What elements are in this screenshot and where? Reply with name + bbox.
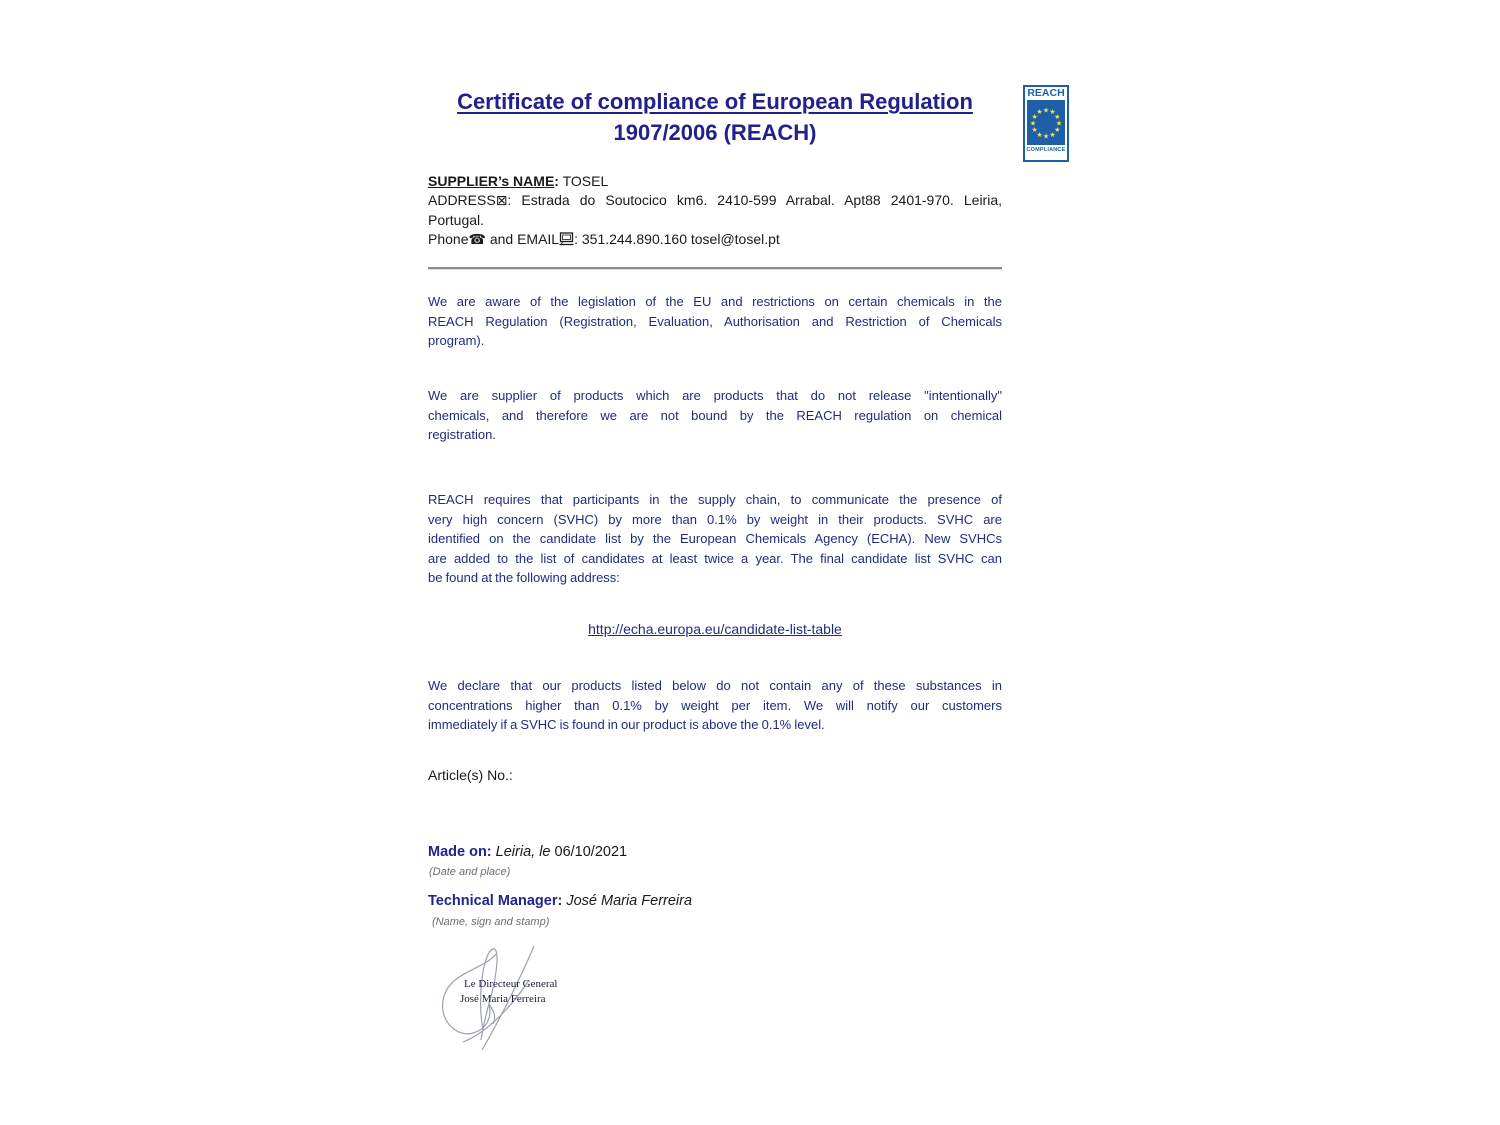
supplier-contact-line: Phone☎ and EMAIL : 351.244.890.160 tosel@tosel.pt: [428, 230, 1002, 251]
supplier-name-line: SUPPLIER’s NAME: TOSEL: [428, 173, 609, 189]
paragraph-supplier-statement: We are supplier of products which are products that do not release "intentionally" chemicals, and therefore we are not bound by the REACH regulation on chemical registration.: [428, 388, 1002, 442]
svg-text:★: ★: [1049, 130, 1056, 139]
svg-text:★: ★: [1054, 113, 1061, 121]
paragraph-declaration: We declare that our products listed below do not contain any of these substances in concentrations higher than 0.1% by weight per item. We will notify our customers immediately if a SVHC is found in our product is above the 0.1% level.: [428, 678, 1002, 732]
phone-icon: ☎: [468, 232, 486, 248]
title-line-1: Certificate of compliance of European Regulation: [457, 89, 973, 114]
supplier-block: [428, 172, 1002, 251]
document-title: [428, 86, 1002, 148]
eu-stars-icon: [1027, 100, 1065, 145]
date-place-note: (Date and place): [429, 866, 511, 878]
stamp-name: José Maria Ferreira: [460, 993, 546, 1005]
svg-text:★: ★: [1042, 132, 1050, 141]
supplier-address-line-2: Portugal.: [428, 212, 485, 228]
section-divider: [428, 267, 1002, 270]
supplier-name-value: TOSEL: [562, 173, 609, 189]
technical-manager-name: José Maria Ferreira: [566, 893, 693, 909]
title-line-2: 1907/2006 (REACH): [613, 120, 817, 145]
made-on-place: Leiria, le: [495, 844, 551, 860]
made-on-line: [428, 844, 627, 860]
envelope-icon: ⊠: [495, 193, 508, 209]
reach-compliance-logo: [1023, 85, 1069, 162]
paragraph-svhc-requirements: REACH requires that participants in the supply chain, to communicate the presence of very high concern (SVHC) by more than 0.1% by weight in their products. SVHC are identified on the candidate list by the European Chemicals Agency (ECHA). New SVHCs are added to the list of candidates at least twice a year. The final candidate list SVHC can be found at the following address:: [428, 492, 1002, 585]
svg-text:★: ★: [1029, 119, 1037, 128]
supplier-name-label: SUPPLIER’s NAME: [428, 173, 555, 189]
stamp-title: Le Directeur General: [464, 978, 558, 990]
candidate-list-link[interactable]: http://echa.europa.eu/candidate-list-table: [588, 621, 842, 637]
email-value: tosel@tosel.pt: [690, 231, 780, 247]
document-page: [428, 0, 1002, 1125]
made-on-label: Made on:: [428, 844, 492, 860]
made-on-date: 06/10/2021: [554, 844, 628, 860]
signature-area: [433, 940, 593, 1060]
candidate-list-link-line: [428, 621, 1002, 639]
technical-manager-line: [428, 893, 692, 909]
svg-text:★: ★: [1031, 126, 1038, 134]
svg-text:★: ★: [1042, 106, 1050, 115]
address-value: Estrada do Soutocico km6. 2410-599 Arrabal. Apt88 2401-970. Leiria,: [521, 192, 1003, 208]
supplier-address-line: ADDRESS⊠: Estrada do Soutocico km6. 2410-599 Arrabal. Apt88 2401-970. Leiria,: [428, 192, 1003, 209]
computer-icon: [559, 232, 574, 251]
reach-logo-text: REACH: [1027, 87, 1065, 99]
svg-text:★: ★: [1049, 108, 1056, 117]
phone-label: Phone: [428, 231, 469, 247]
svg-text:★: ★: [1036, 108, 1043, 117]
technical-manager-label: Technical Manager:: [428, 893, 563, 909]
svg-text:★: ★: [1054, 126, 1061, 134]
svg-text:★: ★: [1055, 119, 1063, 128]
article-number-label: Article(s) No.:: [428, 767, 513, 783]
compliance-logo-text: COMPLIANCE: [1026, 147, 1066, 153]
address-label: ADDRESS: [428, 192, 496, 208]
svg-text:★: ★: [1031, 113, 1038, 121]
paragraph-reach-awareness: We are aware of the legislation of the EU and restrictions on certain chemicals in the REACH Regulation (Registration, Evaluation, Authorisation and Restriction of Chemicals program).: [428, 294, 1002, 348]
phone-value: 351.244.890.160: [581, 231, 687, 247]
sign-stamp-note: (Name, sign and stamp): [432, 916, 550, 928]
svg-text:★: ★: [1036, 130, 1043, 139]
